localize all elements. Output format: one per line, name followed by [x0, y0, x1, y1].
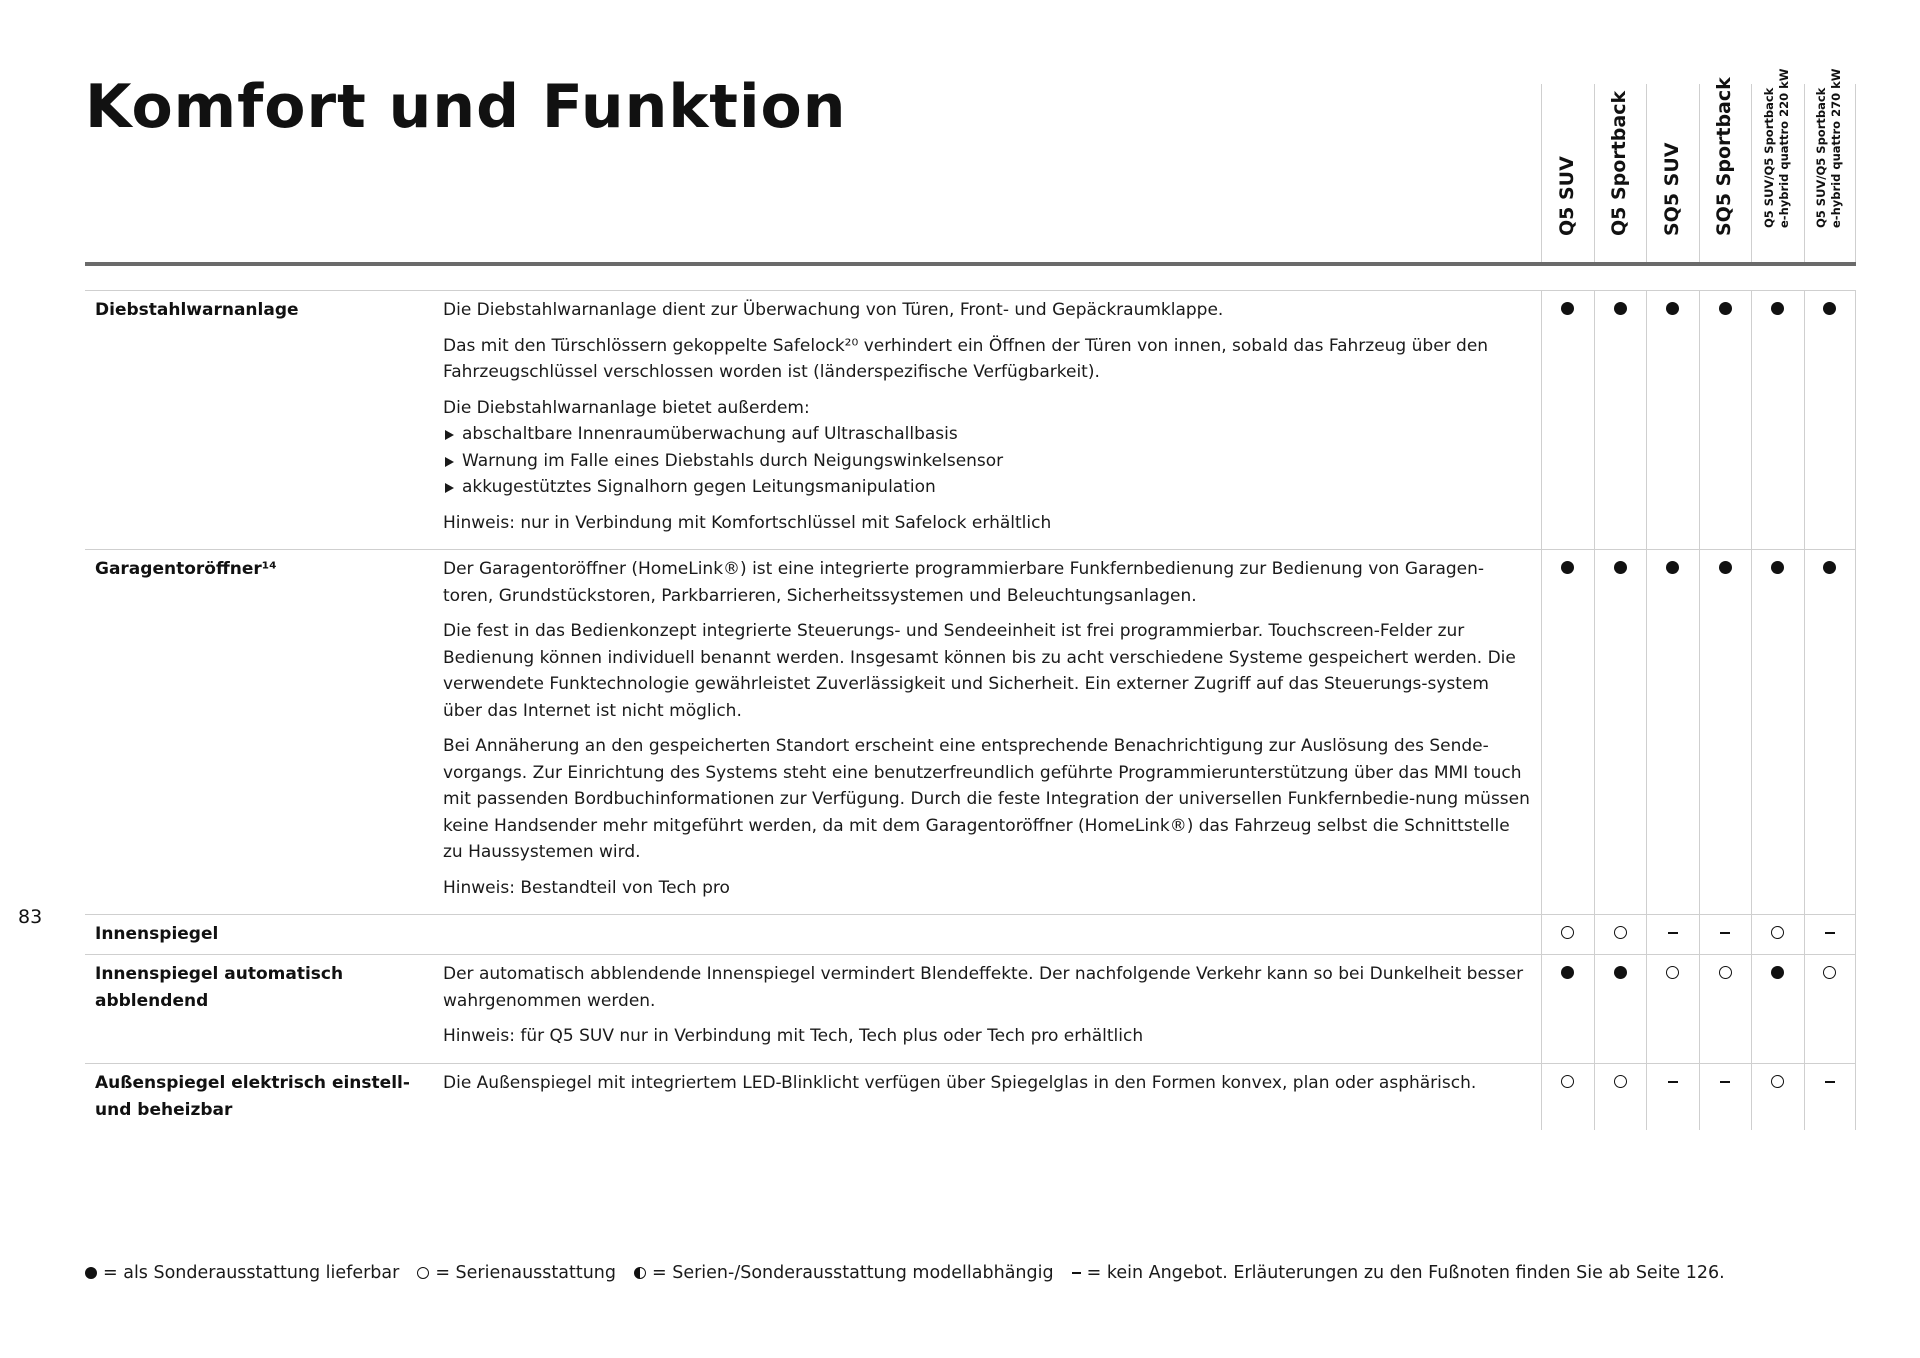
- description-paragraph: Die fest in das Bedienkonzept integrierte Steuerungs- und Sendeeinheit ist frei programmierbar. Touchscreen-Felder zur Bedienung können individuell benannt werden. Insgesamt können bis zu acht verschiedene Systeme gespeichert werden. Die verwendete Funktechnologie gewährleistet Zuverlässigkeit und Sicherheit. Ein externer Zugriff auf das Steuerungs-system über das Internet ist nicht möglich.: [443, 621, 1516, 721]
- dash-icon: [1720, 1081, 1730, 1083]
- open-circle-icon: [1561, 1075, 1574, 1088]
- filled-circle-icon: [1666, 302, 1679, 315]
- column-header-line: Q5 SUV/Q5 Sportback: [1813, 87, 1828, 228]
- availability-cell: [1751, 291, 1804, 549]
- filled-circle-icon: [1614, 561, 1627, 574]
- availability-marks: [1541, 915, 1856, 954]
- open-circle-icon: [1666, 966, 1679, 979]
- availability-cell: [1541, 550, 1594, 914]
- feature-name: Garagentoröffner¹⁴: [95, 559, 277, 579]
- open-circle-icon: [1771, 926, 1784, 939]
- availability-cell: [1804, 1064, 1857, 1130]
- filled-circle-icon: [1614, 966, 1627, 979]
- dash-icon: [1668, 932, 1678, 934]
- availability-cell: [1804, 915, 1857, 954]
- availability-cell: [1646, 915, 1699, 954]
- legend-text-open: = Serienausstattung: [435, 1263, 616, 1283]
- page-number: 83: [18, 906, 43, 928]
- list-item: akkugestütztes Signalhorn gegen Leitungsmanipulation: [443, 474, 1531, 501]
- column-header: [1804, 68, 1857, 262]
- legend-item-half: [634, 1263, 1054, 1283]
- open-circle-icon: [1614, 926, 1627, 939]
- description-paragraph: Die Diebstahlwarnanlage dient zur Überwachung von Türen, Front- und Gepäckraumklappe.: [443, 300, 1224, 320]
- filled-circle-icon: [1823, 302, 1836, 315]
- column-header-label: Q5 SUV: [1555, 156, 1578, 236]
- availability-cell: [1699, 1064, 1752, 1130]
- column-header: [1541, 84, 1594, 262]
- feature-name: Außenspiegel elektrisch einstell-und beheizbar: [95, 1072, 410, 1120]
- dash-icon: [1825, 932, 1835, 934]
- table-row: [85, 954, 1856, 1063]
- filled-circle-icon: [1823, 561, 1836, 574]
- column-header: [1594, 84, 1647, 262]
- filled-circle-icon: [1561, 966, 1574, 979]
- dash-icon: [1720, 932, 1730, 934]
- filled-circle-icon: [1771, 561, 1784, 574]
- availability-marks: [1541, 550, 1856, 914]
- feature-name: Diebstahlwarnanlage: [95, 300, 299, 320]
- open-circle-icon: [1719, 966, 1732, 979]
- description-paragraph: Das mit den Türschlössern gekoppelte Safelock²⁰ verhindert ein Öffnen der Türen von innen, sobald das Fahrzeug über den Fahrzeugschlüssel verschlossen worden ist (länderspezifische Verfügbarkeit).: [443, 335, 1489, 382]
- availability-cell: [1594, 1064, 1647, 1130]
- column-header: [1751, 68, 1804, 262]
- filled-circle-icon: [1614, 302, 1627, 315]
- dash-icon: [1668, 1081, 1678, 1083]
- availability-cell: [1646, 550, 1699, 914]
- availability-cell: [1804, 955, 1857, 1063]
- dash-icon: [1825, 1081, 1835, 1083]
- availability-cell: [1594, 915, 1647, 954]
- availability-cell: [1541, 915, 1594, 954]
- legend-item-filled: [85, 1263, 399, 1283]
- availability-cell: [1594, 291, 1647, 549]
- feature-description: [443, 291, 1541, 549]
- table-row: [85, 1063, 1856, 1130]
- description-paragraph: Der automatisch abblendende Innenspiegel vermindert Blendeffekte. Der nachfolgende Verkehr kann so bei Dunkelheit besser wahrgenommen werden.: [443, 964, 1524, 1011]
- column-header-label: SQ5 Sportback: [1713, 77, 1736, 236]
- availability-cell: [1541, 1064, 1594, 1130]
- availability-cell: [1699, 915, 1752, 954]
- filled-circle-icon: [85, 1267, 97, 1279]
- description-paragraph: Bei Annäherung an den gespeicherten Standort erscheint eine entsprechende Benachrichtigung zur Auslösung des Sende-vorgangs. Zur Einrichtung des Systems steht eine benutzerfreundlich geführte Programmierunterstützung über das MMI touch mit passenden Bordbuchinformationen zur Verfügung. Durch die feste Integration der universellen Funkfernbedie-nung müssen keine Handsender mehr mitgeführt werden, da mit dem Garagentoröffner (HomeLink®) das Fahrzeug selbst die Schnittstelle zu Haussystemen wird.: [443, 736, 1530, 862]
- column-header-label: SQ5 SUV: [1660, 142, 1683, 236]
- availability-cell: [1646, 1064, 1699, 1130]
- availability-cell: [1751, 955, 1804, 1063]
- feature-table: [85, 290, 1856, 1130]
- description-paragraph: Hinweis: Bestandteil von Tech pro: [443, 877, 730, 898]
- feature-description: [443, 550, 1541, 914]
- legend-text-filled: = als Sonderausstattung lieferbar: [103, 1263, 400, 1283]
- availability-cell: [1541, 955, 1594, 1063]
- half-circle-icon: [634, 1267, 646, 1279]
- availability-marks: [1541, 955, 1856, 1063]
- open-circle-icon: [1614, 1075, 1627, 1088]
- filled-circle-icon: [1719, 561, 1732, 574]
- legend-item-dash: [1072, 1263, 1725, 1283]
- open-circle-icon: [417, 1267, 429, 1279]
- availability-cell: [1594, 955, 1647, 1063]
- availability-cell: [1646, 291, 1699, 549]
- availability-cell: [1804, 550, 1857, 914]
- list-item: Warnung im Falle eines Diebstahls durch Neigungswinkelsensor: [443, 448, 1531, 475]
- header-rule: [85, 262, 1856, 266]
- column-header-line: e-hybrid quattro 220 kW: [1776, 68, 1791, 228]
- filled-circle-icon: [1666, 561, 1679, 574]
- table-row: [85, 290, 1856, 549]
- availability-cell: [1804, 291, 1857, 549]
- availability-cell: [1751, 915, 1804, 954]
- description-paragraph: Hinweis: für Q5 SUV nur in Verbindung mit Tech, Tech plus oder Tech pro erhältlich: [443, 1026, 1144, 1046]
- filled-circle-icon: [1771, 302, 1784, 315]
- description-paragraph: Der Garagentoröffner (HomeLink®) ist eine integrierte programmierbare Funkfernbedienung zur Bedienung von Garagen-toren, Grundstückstoren, Parkbarrieren, Sicherheitssystemen und Beleuchtungsanlagen.: [443, 559, 1485, 606]
- legend: [85, 1263, 1743, 1283]
- filled-circle-icon: [1771, 966, 1784, 979]
- description-paragraph: Die Außenspiegel mit integriertem LED-Blinklicht verfügen über Spiegelglas in den Formen konvex, plan oder asphärisch.: [443, 1072, 1477, 1093]
- open-circle-icon: [1561, 926, 1574, 939]
- legend-item-open: [417, 1263, 616, 1283]
- column-header: [1699, 77, 1752, 262]
- table-row: [85, 914, 1856, 954]
- model-column-headers: [1541, 68, 1856, 262]
- dash-icon: [1072, 1272, 1081, 1274]
- filled-circle-icon: [1561, 302, 1574, 315]
- column-header-line: e-hybrid quattro 270 kW: [1828, 68, 1843, 228]
- list-item: abschaltbare Innenraumüberwachung auf Ultraschallbasis: [443, 421, 1531, 448]
- column-header-label: Q5 Sportback: [1608, 90, 1631, 236]
- open-circle-icon: [1823, 966, 1836, 979]
- open-circle-icon: [1771, 1075, 1784, 1088]
- availability-cell: [1541, 291, 1594, 549]
- column-header-label: [1762, 69, 1792, 228]
- availability-cell: [1699, 550, 1752, 914]
- filled-circle-icon: [1719, 302, 1732, 315]
- column-header-label: [1814, 69, 1844, 228]
- availability-marks: [1541, 291, 1856, 549]
- availability-cell: [1699, 291, 1752, 549]
- availability-cell: [1646, 955, 1699, 1063]
- description-paragraph: Die Diebstahlwarnanlage bietet außerdem:: [443, 397, 810, 418]
- legend-text-half: = Serien-/Sonderausstattung modellabhängig: [652, 1263, 1054, 1283]
- availability-marks: [1541, 1064, 1856, 1130]
- column-header-line: Q5 SUV/Q5 Sportback: [1761, 87, 1776, 228]
- feature-description: [443, 915, 1541, 954]
- feature-name: Innenspiegel: [95, 924, 219, 944]
- availability-cell: [1751, 1064, 1804, 1130]
- description-paragraph: Hinweis: nur in Verbindung mit Komfortschlüssel mit Safelock erhältlich: [443, 512, 1052, 533]
- feature-description: [443, 1064, 1541, 1130]
- availability-cell: [1699, 955, 1752, 1063]
- feature-description: [443, 955, 1541, 1063]
- availability-cell: [1594, 550, 1647, 914]
- feature-name: Innenspiegel automatisch abblendend: [95, 964, 344, 1011]
- table-row: [85, 549, 1856, 914]
- column-header: [1646, 84, 1699, 262]
- filled-circle-icon: [1561, 561, 1574, 574]
- description-list: [443, 421, 1531, 501]
- page-title: Komfort und Funktion: [85, 72, 847, 142]
- availability-cell: [1751, 550, 1804, 914]
- legend-text-dash: = kein Angebot. Erläuterungen zu den Fußnoten finden Sie ab Seite 126.: [1086, 1263, 1725, 1283]
